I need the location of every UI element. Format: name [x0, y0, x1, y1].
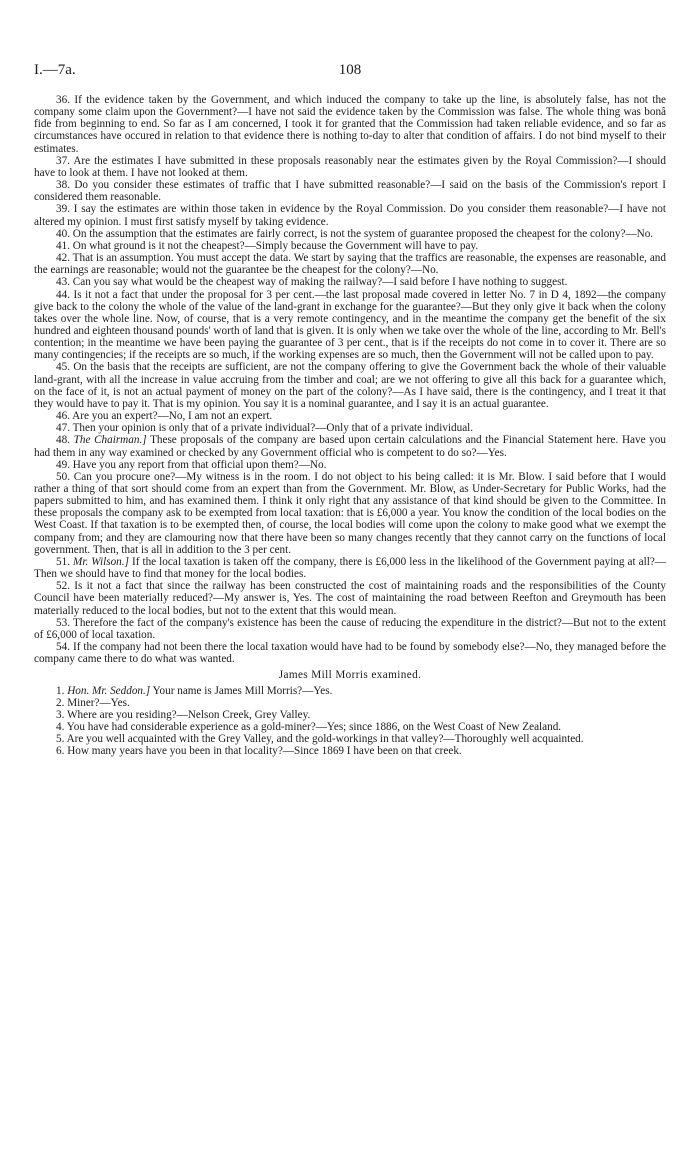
question-number: 4. — [56, 720, 65, 733]
question-paragraph — [34, 745, 666, 757]
question-text: On what ground is it not the cheapest?—Simply because the Government will have to pay. — [72, 239, 479, 252]
question-number: 50. — [56, 470, 70, 483]
speaker-name: The Chairman.] — [73, 434, 147, 447]
question-text: Are you an expert?—No, I am not an expert. — [72, 410, 273, 423]
question-text: Then your opinion is only that of a private individual?—Only that of a private individual. — [72, 422, 474, 435]
question-text: I say the estimates are within those taken in evidence by the Royal Commission. Do you consider them reasonable?—I have not altered my opinion. I must first satisfy myself by taking evidence. — [34, 203, 666, 228]
question-paragraph — [34, 697, 666, 709]
question-paragraph — [34, 580, 666, 616]
question-paragraph — [34, 471, 666, 556]
speaker-name: Hon. Mr. Seddon.] — [67, 684, 151, 697]
question-paragraph — [34, 289, 666, 362]
question-number: 38. — [56, 179, 70, 192]
question-text: You have had considerable experience as a gold-miner?—Yes; since 1886, on the West Coast of New Zealand. — [66, 720, 562, 733]
question-number: 46. — [56, 410, 70, 423]
question-text: Have you any report from that official upon them?—No. — [72, 458, 327, 471]
question-paragraph — [34, 155, 666, 179]
question-number: 47. — [56, 422, 70, 435]
question-text: Miner?—Yes. — [67, 696, 130, 709]
question-paragraph — [34, 685, 666, 697]
question-number: 39. — [56, 203, 70, 216]
question-text: Are you well acquainted with the Grey Valley, and the gold-workings in that valley?—Thoroughly well acquainted. — [66, 733, 584, 746]
question-paragraph — [34, 203, 666, 227]
question-number: 6. — [56, 745, 65, 758]
question-paragraph — [34, 434, 666, 458]
question-paragraph — [34, 721, 666, 733]
question-number: 5. — [56, 733, 65, 746]
question-paragraph — [34, 240, 666, 252]
page-body — [34, 94, 666, 757]
question-number: 45. — [56, 361, 70, 374]
question-text: If the evidence taken by the Government, and which induced the company to take up the line, is absolutely false, has not the company some claim upon the Government?—I have not said the evidence taken by the Commission was false. The whole thing was bonâ fide from beginning to end. So far as I am concerned, I took it for granted that the Commission had taken reliable evidence, and so far as circumstances have occured in relation to that evidence there is nothing to-day to alter that condition of affairs. I do not bind myself to their estimates. — [34, 94, 667, 155]
witness-heading: James Mill Morris examined. — [278, 669, 422, 682]
evidence-section-two — [34, 685, 666, 758]
question-text: How many years have you been in that locality?—Since 1869 I have been on that creek. — [67, 745, 462, 758]
question-text: Is it not a fact that under the proposal for 3 per cent.—the last proposal made covered in letter No. 7 in D 4, 1892—the company give back to the colony the whole of the value of the land-grant in exchange for the guarantee?—But they only give it back when the colony takes over the whole line. Now, of course, that is a very remote contingency, and in the meantime the company get the benefit of the six hundred and eighteen thousand pounds' worth of land that is given. It is only when we take over the whole of the line, according to Mr. Bell's contention; in the meantime we have been paying the guarantee of 3 per cent., that is if the receipts do not come in to cover it. There are so many contingencies; if the receipts are so much, if the working expenses are so much, then the Government will not be called upon to pay. — [34, 288, 667, 362]
question-text: Can you procure one?—My witness is in the room. I do not object to his being called: it is Mr. Blow. I said before that I would rather a thing of that sort should come from an expert than from the Government. Mr. Blow, as Under-Secretary for Public Works, had the papers submitted to him, and has examined them. I think it only right that any assistance of that kind should be given to the Committee. In these proposals the company ask to be exempted from local taxation: that is £6,000 a year. You know the condition of the local bodies on the West Coast. If that taxation is to be exempted then, of course, the local bodies will come upon the colony to make good what we exempt the company from; and they are clamouring now that there have been so many changes recently that they cannot carry on the functions of local government. Then, that is all in addition to the 3 per cent. — [34, 470, 666, 556]
question-text: Are the estimates I have submitted in these proposals reasonably near the estimates given by the Royal Commission?—I should have to look at them. I have not looked at them. — [34, 154, 667, 179]
question-paragraph — [34, 179, 666, 203]
question-text: Is it not a fact that since the railway has been constructed the cost of maintaining roads and the responsibilities of the County Council have been materially reduced?—My answer is, Yes. The cost of maintaining the road between Reefton and Greymouth has been materially reduced to the local bodies, but not to the extent that this would mean. — [34, 580, 667, 617]
question-text: These proposals of the company are based upon certain calculations and the Financial Statement here. Have you had them in any way examined or checked by any Government official who is competent to do so?—Yes. — [34, 434, 666, 459]
question-number: 53. — [56, 616, 70, 629]
question-number: 1. — [56, 684, 65, 697]
question-number: 3. — [56, 708, 65, 721]
question-text: Do you consider these estimates of traffic that I have submitted reasonable?—I said on the basis of the Commission's report I considered them reasonable. — [34, 179, 666, 204]
question-number: 49. — [56, 458, 70, 471]
question-paragraph — [34, 422, 666, 434]
question-number: 40. — [56, 227, 70, 240]
question-number: 42. — [56, 252, 70, 265]
question-paragraph — [34, 733, 666, 745]
question-number: 54. — [56, 641, 70, 654]
question-number: 51. — [56, 555, 70, 568]
question-text: On the basis that the receipts are sufficient, are not the company offering to give the Government back the whole of their valuable land-grant, with all the increase in value accruing from the timber and coal; are we not offering to give all this back for a guarantee which, on the face of it, is not an actual payment of money on the part of the colony?—As I have said, there is the contingency, and I treat it that they would have to pay it. That is my opinion. You say it is a nominal guarantee, and I say it is an actual guarantee. — [34, 361, 667, 410]
question-paragraph — [34, 252, 666, 276]
question-paragraph — [34, 617, 666, 641]
question-paragraph — [34, 641, 666, 665]
question-number: 37. — [56, 154, 70, 167]
question-paragraph — [34, 410, 666, 422]
evidence-section-one — [34, 94, 666, 665]
question-text: Your name is James Mill Morris?—Yes. — [152, 684, 333, 697]
parliamentary-reference: I.—7a. — [34, 62, 76, 78]
question-text: On the assumption that the estimates are fairly correct, is not the system of guarantee proposed the cheapest for the colony?—No. — [72, 227, 654, 240]
question-text: If the local taxation is taken off the company, there is £6,000 less in the likelihood of the Government paying at all?—Then we should have to find that money for the local bodies. — [34, 555, 666, 581]
question-paragraph — [34, 556, 666, 580]
question-number: 36. — [56, 94, 70, 106]
speaker-name: Mr. Wilson.] — [73, 555, 129, 568]
question-paragraph — [34, 459, 666, 471]
question-paragraph — [34, 361, 666, 410]
question-number: 43. — [56, 276, 70, 289]
question-paragraph — [34, 276, 666, 288]
question-text: If the company had not been there the local taxation would have had to be found by somebody else?—No, they managed before the company came there to do what was wanted. — [34, 641, 666, 666]
page-header — [34, 62, 666, 82]
question-number: 41. — [56, 239, 70, 252]
question-paragraph — [34, 228, 666, 240]
question-number: 52. — [56, 580, 70, 593]
question-text: That is an assumption. You must accept the data. We start by saying that the traffics are reasonable, the expenses are reasonable, and the earnings are reasonable; would not the guarantee be the cheapest for the colony?—No. — [34, 252, 666, 277]
question-number: 48. — [56, 434, 70, 447]
page-number: 108 — [338, 62, 362, 78]
question-text: Where are you residing?—Nelson Creek, Grey Valley. — [67, 708, 311, 721]
question-text: Can you say what would be the cheapest way of making the railway?—I said before I have nothing to suggest. — [72, 276, 568, 289]
question-number: 2. — [56, 696, 65, 709]
question-number: 44. — [56, 288, 70, 301]
question-paragraph — [34, 94, 666, 155]
question-paragraph — [34, 709, 666, 721]
question-text: Therefore the fact of the company's existence has been the cause of reducing the expenditure in the district?—But not to the extent of £6,000 of local taxation. — [34, 616, 666, 641]
